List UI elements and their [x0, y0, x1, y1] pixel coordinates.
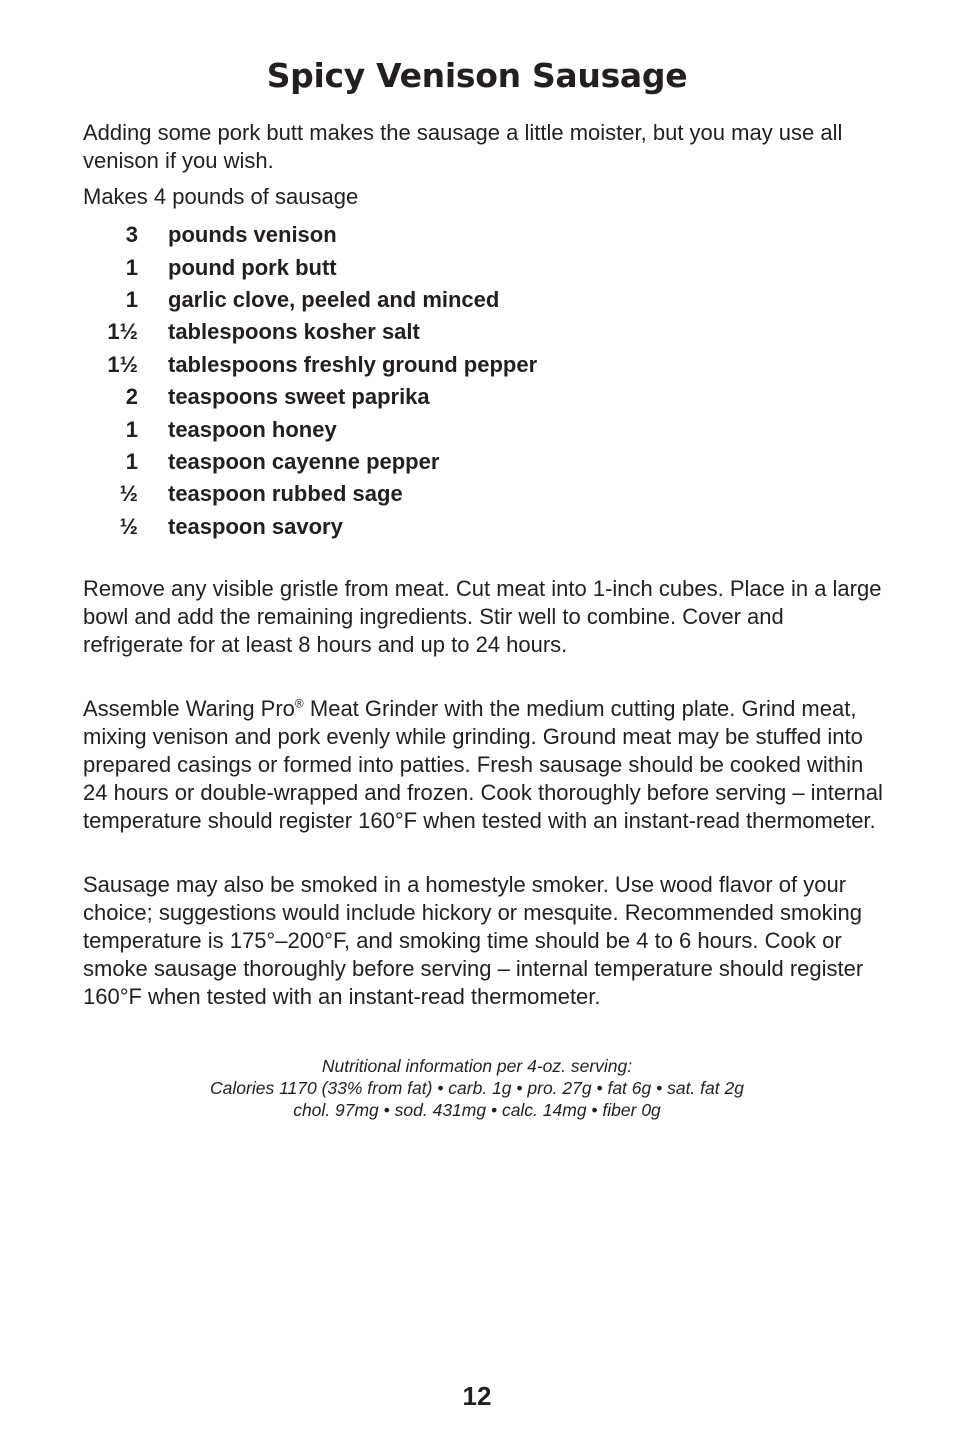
nutrition-line-1: Calories 1170 (33% from fat) • carb. 1g • pro. 27g • fat 6g • sat. fat 2g [210, 1078, 744, 1098]
ingredient-row [83, 219, 537, 251]
ingredient-quantity: 1 [125, 416, 138, 442]
ingredient-row [83, 251, 537, 283]
ingredient-quantity: 1½ [107, 351, 138, 377]
ingredient-row [83, 349, 537, 381]
ingredient-quantity: 1 [125, 448, 138, 474]
ingredient-list [83, 219, 537, 543]
ingredient-row [83, 284, 537, 316]
ingredient-name: teaspoons sweet paprika [168, 384, 430, 410]
ingredient-name: teaspoon rubbed sage [168, 481, 403, 507]
nutrition-heading: Nutritional information per 4-oz. serving: [321, 1056, 633, 1076]
ingredient-quantity: 3 [125, 222, 138, 248]
ingredient-quantity: 1 [125, 286, 138, 312]
ingredient-row [83, 446, 537, 478]
ingredient-quantity: 1½ [107, 319, 138, 345]
ingredient-name: tablespoons kosher salt [168, 319, 420, 345]
recipe-intro: Adding some pork butt makes the sausage a little moister, but you may use all venison if you wish. [83, 120, 843, 173]
nutrition-line-2: chol. 97mg • sod. 431mg • calc. 14mg • fiber 0g [293, 1100, 661, 1120]
ingredient-name: pound pork butt [168, 254, 337, 280]
ingredient-row [83, 413, 537, 445]
ingredient-name: teaspoon honey [168, 416, 337, 442]
recipe-yield: Makes 4 pounds of sausage [83, 184, 359, 209]
ingredient-name: garlic clove, peeled and minced [168, 286, 500, 312]
ingredient-quantity: 2 [125, 384, 138, 410]
instruction-step-3: Sausage may also be smoked in a homestyle smoker. Use wood flavor of your choice; suggestions would include hickory or mesquite. Recommended smoking temperature is 175°–200°F, and smoking time should be 4 to 6 hours. Cook or smoke sausage thoroughly before serving – internal temperature should register 160°F when tested with an instant-read thermometer. [83, 872, 864, 1009]
ingredient-row [83, 316, 537, 348]
ingredient-name: teaspoon savory [168, 513, 343, 539]
ingredient-quantity: ½ [119, 513, 138, 539]
step-2-body-text: Meat Grinder with the medium cutting plate. Grind meat, mixing venison and pork evenly while grinding. Ground meat may be stuffed into prepared casings or formed into patties. Fresh sausage should be cooked within 24 hours or double-wrapped and frozen. Cook thoroughly before serving – internal temperature should register 160°F when tested with an instant-read thermometer. [83, 696, 883, 833]
ingredient-row [83, 478, 537, 510]
instruction-step-2 [83, 695, 883, 835]
ingredient-row [83, 511, 537, 543]
instruction-step-1: Remove any visible gristle from meat. Cut meat into 1-inch cubes. Place in a large bowl and add the remaining ingredients. Stir well to combine. Cover and refrigerate for at least 8 hours and up to 24 hours. [83, 576, 882, 657]
ingredient-name: teaspoon cayenne pepper [168, 448, 440, 474]
recipe-title: Spicy Venison Sausage [266, 56, 688, 95]
ingredient-quantity: 1 [125, 254, 138, 280]
page-number: 12 [462, 1381, 492, 1411]
registered-mark: ® [294, 696, 304, 711]
step-2-lead-text: Assemble Waring Pro [83, 696, 295, 721]
ingredient-name: tablespoons freshly ground pepper [168, 351, 538, 377]
ingredient-row [83, 381, 537, 413]
ingredient-name: pounds venison [168, 222, 337, 248]
ingredient-quantity: ½ [119, 481, 138, 507]
nutrition-info [0, 1055, 954, 1121]
